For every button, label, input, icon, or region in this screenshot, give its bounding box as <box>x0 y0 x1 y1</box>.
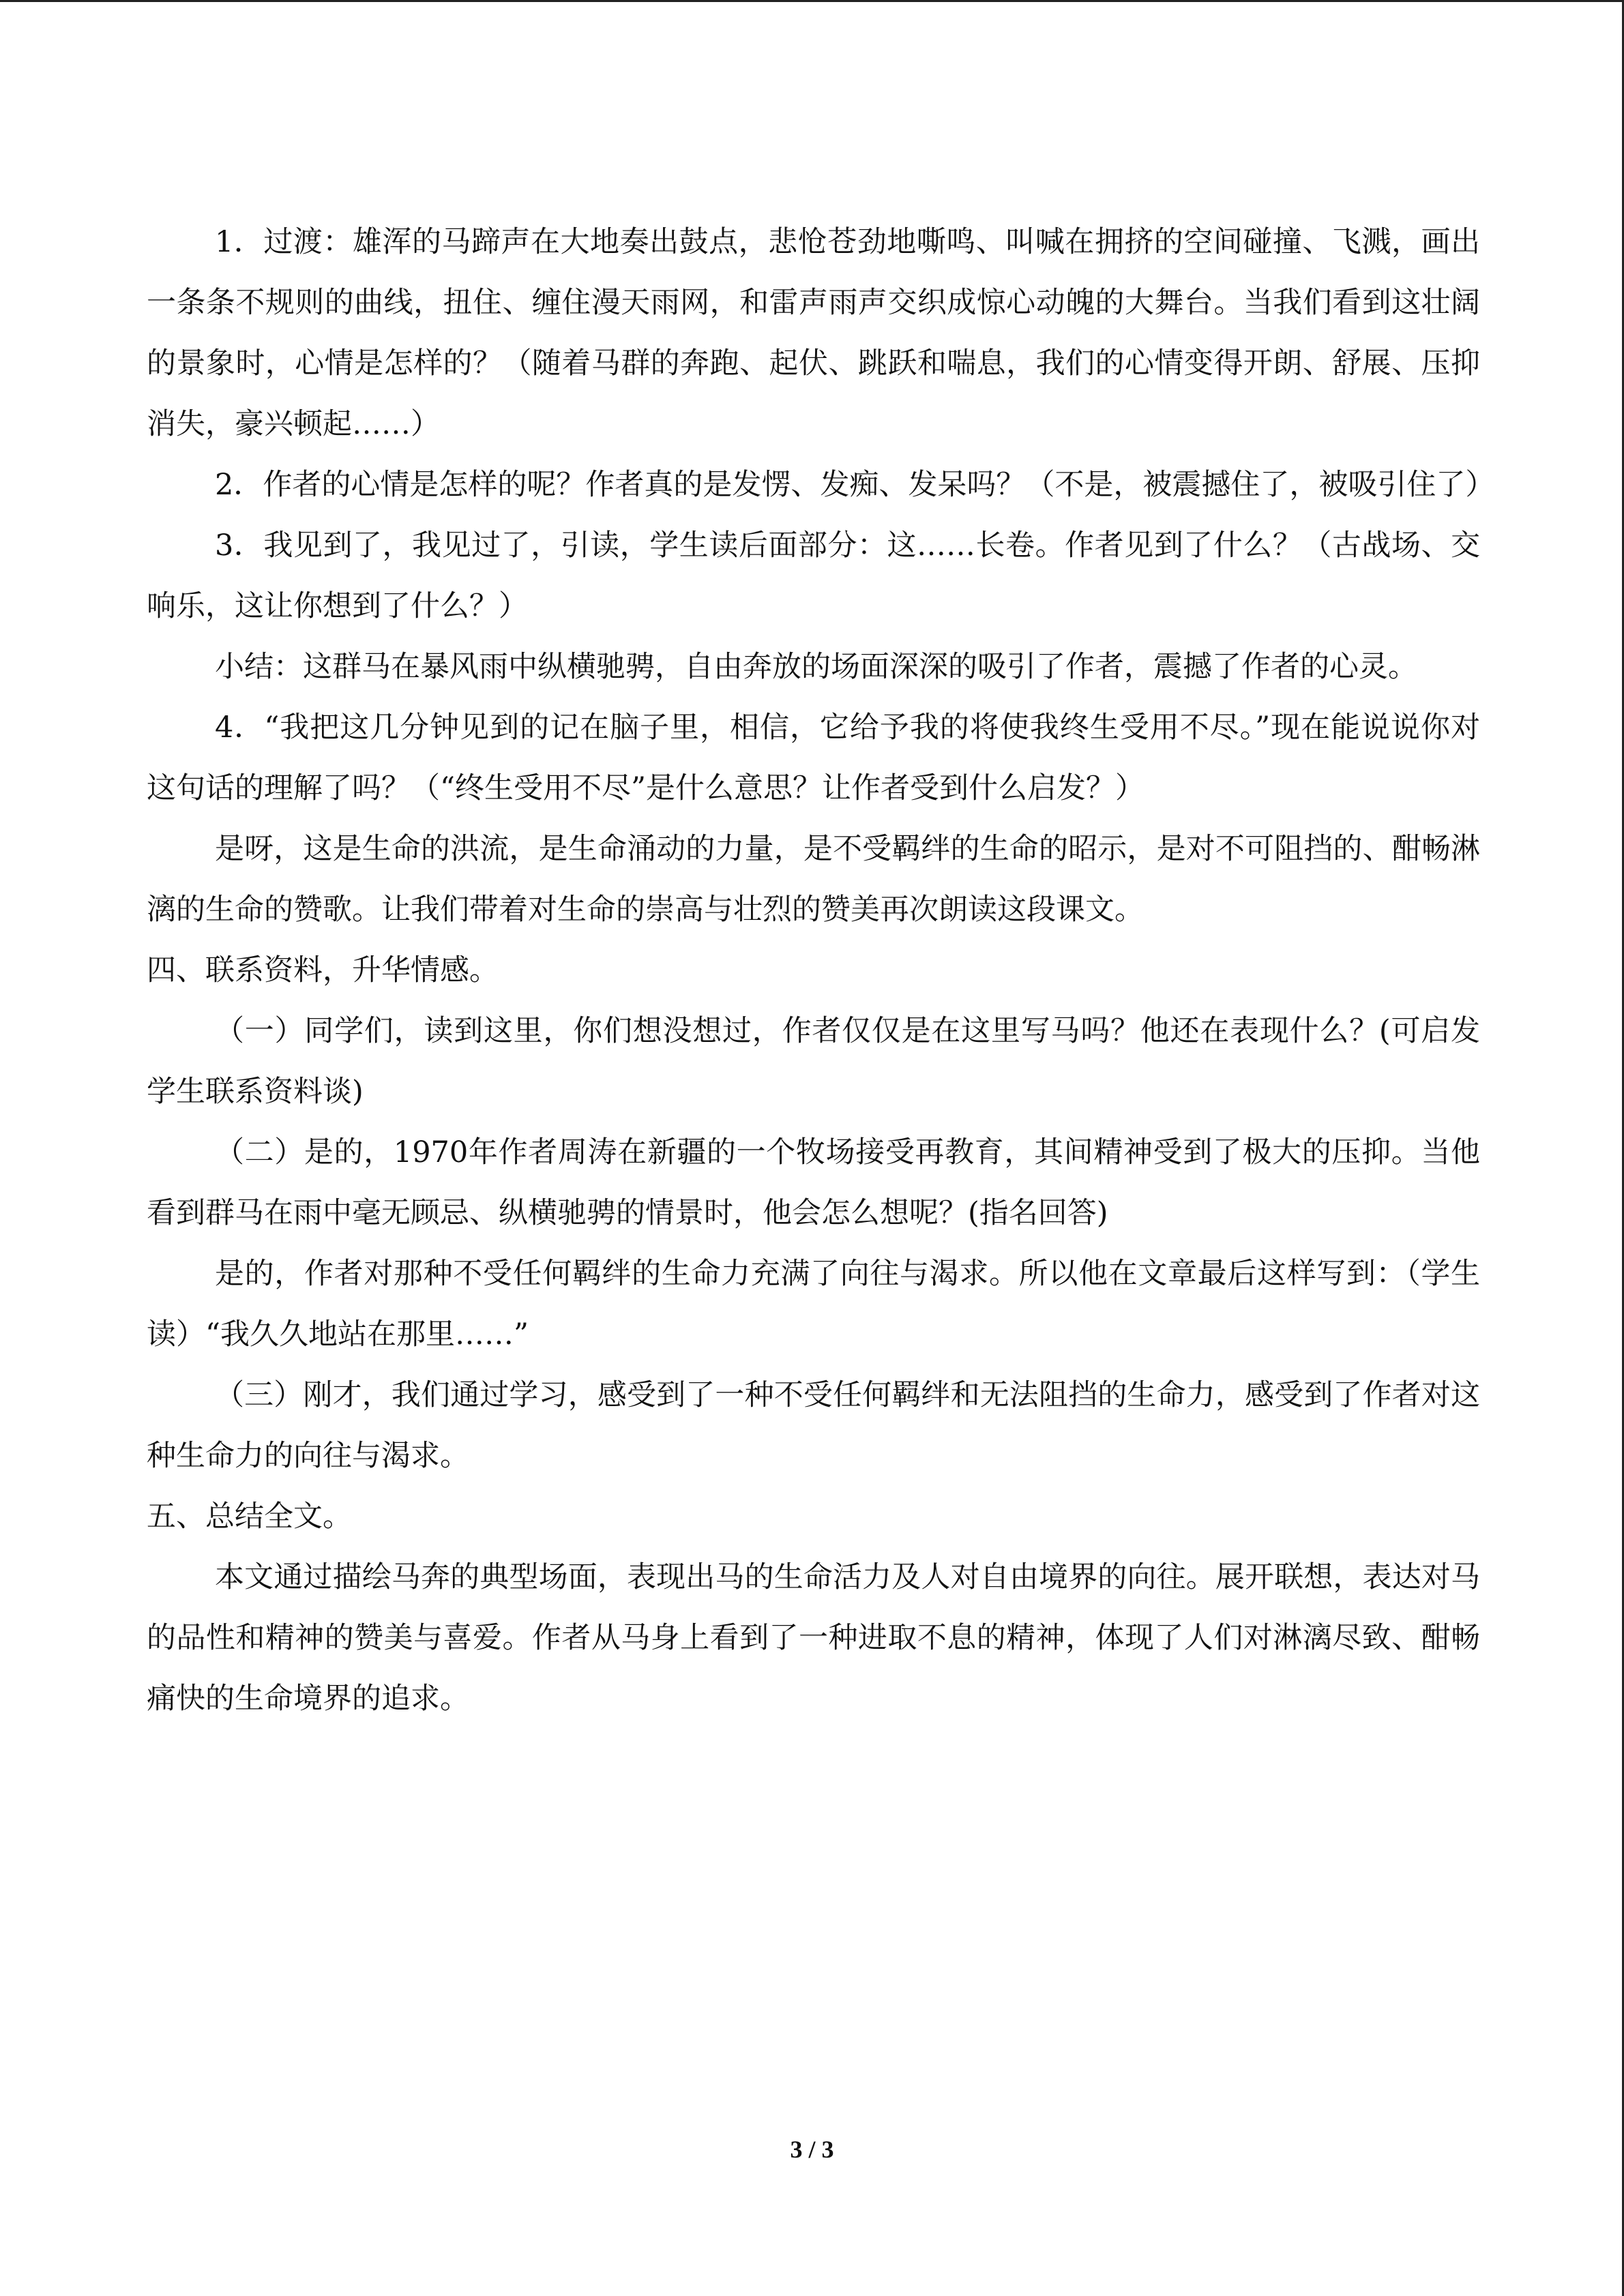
paragraph-life-praise: 是呀，这是生命的洪流，是生命涌动的力量，是不受羁绊的生命的昭示，是对不可阻挡的、酣畅淋漓的生命的赞歌。让我们带着对生命的崇高与壮烈的赞美再次朗读这段课文。 <box>147 832 1480 927</box>
document-body <box>147 212 1495 1729</box>
section-heading-4: 四、联系资料，升华情感。 <box>147 953 499 987</box>
paragraph-point-2: （二）是的，1970年作者周涛在新疆的一个牧场接受再教育，其间精神受到了极大的压抑。当他看到群马在雨中毫无顾忌、纵横驰骋的情景时，他会怎么想呢？(指名回答) <box>147 1135 1480 1230</box>
paragraph-author-longing: 是的，作者对那种不受任何羁绊的生命力充满了向往与渴求。所以他在文章最后这样写到：（学生读）“我久久地站在那里……” <box>147 1257 1480 1352</box>
paragraph-transition: 1．过渡：雄浑的马蹄声在大地奏出鼓点，悲怆苍劲地嘶鸣、叫喊在拥挤的空间碰撞、飞溅，画出一条条不规则的曲线，扭住、缠住漫天雨网，和雷声雨声交织成惊心动魄的大舞台。当我们看到这壮阔的景象时，心情是怎样的？（随着马群的奔跑、起伏、跳跃和喘息，我们的心情变得开朗、舒展、压抑消失，豪兴顿起……） <box>147 225 1480 441</box>
paragraph-point-3: （三）刚才，我们通过学习，感受到了一种不受任何羁绊和无法阻挡的生命力，感受到了作者对这种生命力的向往与渴求。 <box>147 1378 1480 1473</box>
paragraph-summary: 小结：这群马在暴风雨中纵横驰骋，自由奔放的场面深深的吸引了作者，震撼了作者的心灵。 <box>215 650 1417 684</box>
paragraph-point-1: （一）同学们，读到这里，你们想没想过，作者仅仅是在这里写马吗？他还在表现什么？(可启发学生联系资料谈) <box>147 1014 1480 1109</box>
paragraph-quote-understanding: 4．“我把这几分钟见到的记在脑子里，相信，它给予我的将使我终生受用不尽。”现在能说说你对这句话的理解了吗？（“终生受用不尽”是什么意思？让作者受到什么启发？） <box>147 711 1480 805</box>
section-heading-5: 五、总结全文。 <box>147 1500 352 1534</box>
page-number: 3 / 3 <box>790 2136 834 2163</box>
paragraph-conclusion: 本文通过描绘马奔的典型场面，表现出马的生命活力及人对自由境界的向往。展开联想，表达对马的品性和精神的赞美与喜爱。作者从马身上看到了一种进取不息的精神，体现了人们对淋漓尽致、酣畅痛快的生命境界的追求。 <box>147 1560 1480 1716</box>
paragraph-author-mood: 2．作者的心情是怎样的呢？作者真的是发愣、发痴、发呆吗？（不是，被震撼住了，被吸引住了） <box>215 468 1495 502</box>
paragraph-guided-reading: 3．我见到了，我见过了，引读，学生读后面部分：这……长卷。作者见到了什么？（古战场、交响乐，这让你想到了什么？） <box>147 528 1480 623</box>
